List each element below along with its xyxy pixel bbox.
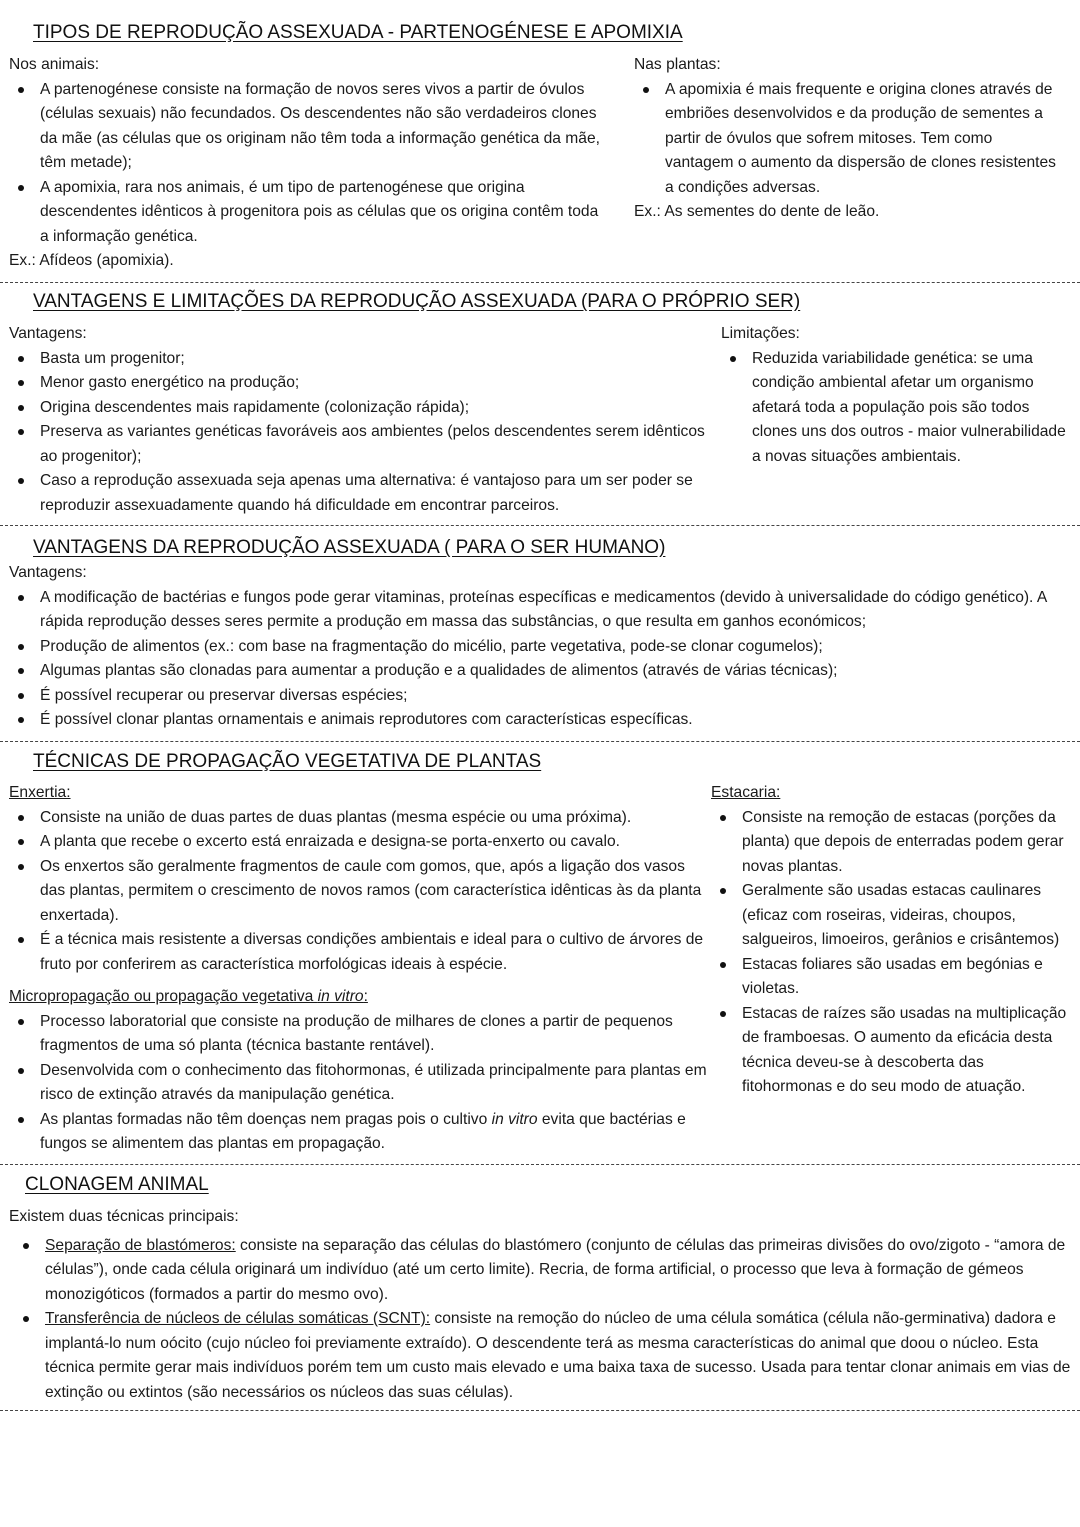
text-segment: evita que bactérias e fungos se alimentem das plantas em propagação. [40,1110,686,1152]
list-item: Algumas plantas são clonadas para aumentar a produção e a qualidades de alimentos (através de várias técnicas); [40,659,1077,684]
divider [0,525,1080,526]
text-segment: consiste na separação das células do blastómero (conjunto de células das primeiras divisões do ovo/zigoto - “amora de células”), onde cada célula originará um indivíduo (até um certo limite). Recria, de forma artificial, o processo que leva à formação de gémeos monozigóticos (formados a partir do mesmo ovo). [45,1236,1066,1303]
section-title-vantagens-limitacoes: VANTAGENS E LIMITAÇÕES DA REPRODUÇÃO ASSEXUADA (PARA O PRÓPRIO SER) [33,291,801,312]
list-enxertia [9,806,709,978]
section-title-propagacao: TÉCNICAS DE PROPAGAÇÃO VEGETATIVA DE PLANTAS [33,751,542,772]
label-estacaria: Estacaria: [711,784,781,801]
divider [0,282,1080,283]
label-micropropagacao [9,985,709,1010]
text-segment: Transferência de núcleos de células somáticas (SCNT): [45,1310,431,1327]
list-item: Processo laboratorial que consiste na produção de milhares de clones a partir de pequenos fragmentos de uma só planta (técnica bastante rentável). [40,1010,709,1059]
col-plantas [634,53,1064,225]
label-enxertia: Enxertia: [9,784,71,801]
list-item: A partenogénese consiste na formação de novos seres vivos a partir de óvulos (células sexuais) não fecundados. Os descendentes não são verdadeiros clones da mãe (as células que os originam não têm toda a informação genética da mãe, têm metade); [40,78,609,176]
list-estacaria [711,806,1071,1100]
label-limitacoes: Limitações: [721,325,800,342]
example-plantas: Ex.: As sementes do dente de leão. [634,203,880,220]
text-segment: consiste na remoção do núcleo de uma célula somática (célula não-germinativa) dadora e implantá-lo num oócito (cujo núcleo foi previamente extraído). O descendente terá as mesma características do animal que doou o núcleo. Esta técnica permite gerar mais indivíduos porém tem um custo mais elevado e uma baixa taxa de sucesso. Usada para tentar clonar animais em vias de extinção ou extintos (são necessários os núcleos das suas células). [45,1310,1071,1401]
section-title-ser-humano: VANTAGENS DA REPRODUÇÃO ASSEXUADA ( PARA O SER HUMANO) [33,537,666,558]
list-item: É possível recuperar ou preservar diversas espécies; [40,684,1077,709]
divider [0,1410,1080,1411]
list-item: Caso a reprodução assexuada seja apenas uma alternativa: é vantajoso para um ser poder se reproduzir assexuadamente quando há dificuldade em encontrar parceiros. [40,469,714,518]
list-item: Estacas de raízes são usadas na multiplicação de framboesas. O aumento da eficácia desta técnica deveu-se à descoberta das fitohormonas e do seu modo de atuação. [742,1002,1071,1100]
divider [0,741,1080,742]
text-segment: Micropropagação ou propagação vegetativa [9,988,318,1005]
list-item [45,1234,1077,1308]
col-estacaria [711,781,1071,1100]
label-vantagens: Vantagens: [9,325,87,342]
text-segment: in vitro [491,1110,538,1128]
list-item: Origina descendentes mais rapidamente (colonização rápida); [40,396,714,421]
list-item: Reduzida variabilidade genética: se uma condição ambiental afetar um organismo afetará toda a população pois são todos clones uns dos outros - maior vulnerabilidade a novas situações ambientais. [752,347,1071,470]
col-limitacoes [721,322,1071,469]
list-clonagem [9,1234,1077,1406]
list-item [40,1108,709,1157]
list-item: Desenvolvida com o conhecimento das fitohormonas, é utilizada principalmente para plantas em risco de extinção através da manipulação genética. [40,1059,709,1108]
list-item: Geralmente são usadas estacas caulinares (eficaz com roseiras, videiras, choupos, salgueiros, limoeiros, gerânios e crisântemos) [742,879,1071,953]
col-clonagem [9,1205,1077,1405]
list-limitacoes [721,347,1071,470]
list-item: Consiste na união de duas partes de duas plantas (mesma espécie ou uma próxima). [40,806,709,831]
list-item: Os enxertos são geralmente fragmentos de caule com gomos, que, após a ligação dos vasos das plantas, permitem o crescimento de novos ramos (com característica idênticas às da planta enxertada). [40,855,709,929]
list-plantas [634,78,1064,201]
example-animais: Ex.: Afídeos (apomixia). [9,252,174,269]
list-vantagens-humano [9,586,1077,733]
list-item: Preserva as variantes genéticas favoráveis aos ambientes (pelos descendentes serem idênticos ao progenitor); [40,420,714,469]
label-plantas: Nas plantas: [634,56,721,73]
col-vantagens [9,322,714,518]
list-vantagens [9,347,714,519]
list-item: É a técnica mais resistente a diversas condições ambientais e ideal para o cultivo de árvores de fruto por conferirem as característica morfológicas ideais à espécie. [40,928,709,977]
intro-clonagem: Existem duas técnicas principais: [9,1208,239,1225]
label-vantagens-humano: Vantagens: [9,564,87,581]
list-item: A apomixia é mais frequente e origina clones através de embriões desenvolvidos e da produção de sementes a partir de óvulos que sofrem mitoses. Tem como vantagem o aumento da dispersão de clones resistentes a condições adversas. [665,78,1064,201]
list-item: Produção de alimentos (ex.: com base na fragmentação do micélio, parte vegetativa, pode-se clonar cogumelos); [40,635,1077,660]
list-item: Menor gasto energético na produção; [40,371,714,396]
list-item: Consiste na remoção de estacas (porções da planta) que depois de enterradas podem gerar novas plantas. [742,806,1071,880]
list-micropropagacao [9,1010,709,1157]
divider [0,1164,1080,1165]
col-animais [9,53,609,274]
section-title-clonagem: CLONAGEM ANIMAL [25,1174,209,1195]
col-ser-humano [9,561,1077,733]
list-item: A modificação de bactérias e fungos pode gerar vitaminas, proteínas específicas e medicamentos (devido à universalidade do código genético). A rápida reprodução desses seres permite a produção em massa das substâncias, o que resulta em ganhos económicos; [40,586,1077,635]
list-item: Estacas foliares são usadas em begónias e violetas. [742,953,1071,1002]
text-segment: in vitro [317,988,364,1005]
list-item: A apomixia, rara nos animais, é um tipo de partenogénese que origina descendentes idênticos à progenitora pois as células que os origina contêm toda a informação genética. [40,176,609,250]
section-title-tipos: TIPOS DE REPRODUÇÃO ASSEXUADA - PARTENOGÉNESE E APOMIXIA [33,22,683,43]
label-animais: Nos animais: [9,56,100,73]
list-item [45,1307,1077,1405]
list-item: Basta um progenitor; [40,347,714,372]
col-enxertia [9,781,709,1157]
text-segment: : [363,988,368,1005]
text-segment: Separação de blastómeros: [45,1236,236,1254]
text-segment: As plantas formadas não têm doenças nem pragas pois o cultivo [40,1110,492,1128]
list-item: A planta que recebe o excerto está enraizada e designa-se porta-enxerto ou cavalo. [40,830,709,855]
list-item: É possível clonar plantas ornamentais e animais reprodutores com características específicas. [40,708,1077,733]
list-animais [9,78,609,250]
